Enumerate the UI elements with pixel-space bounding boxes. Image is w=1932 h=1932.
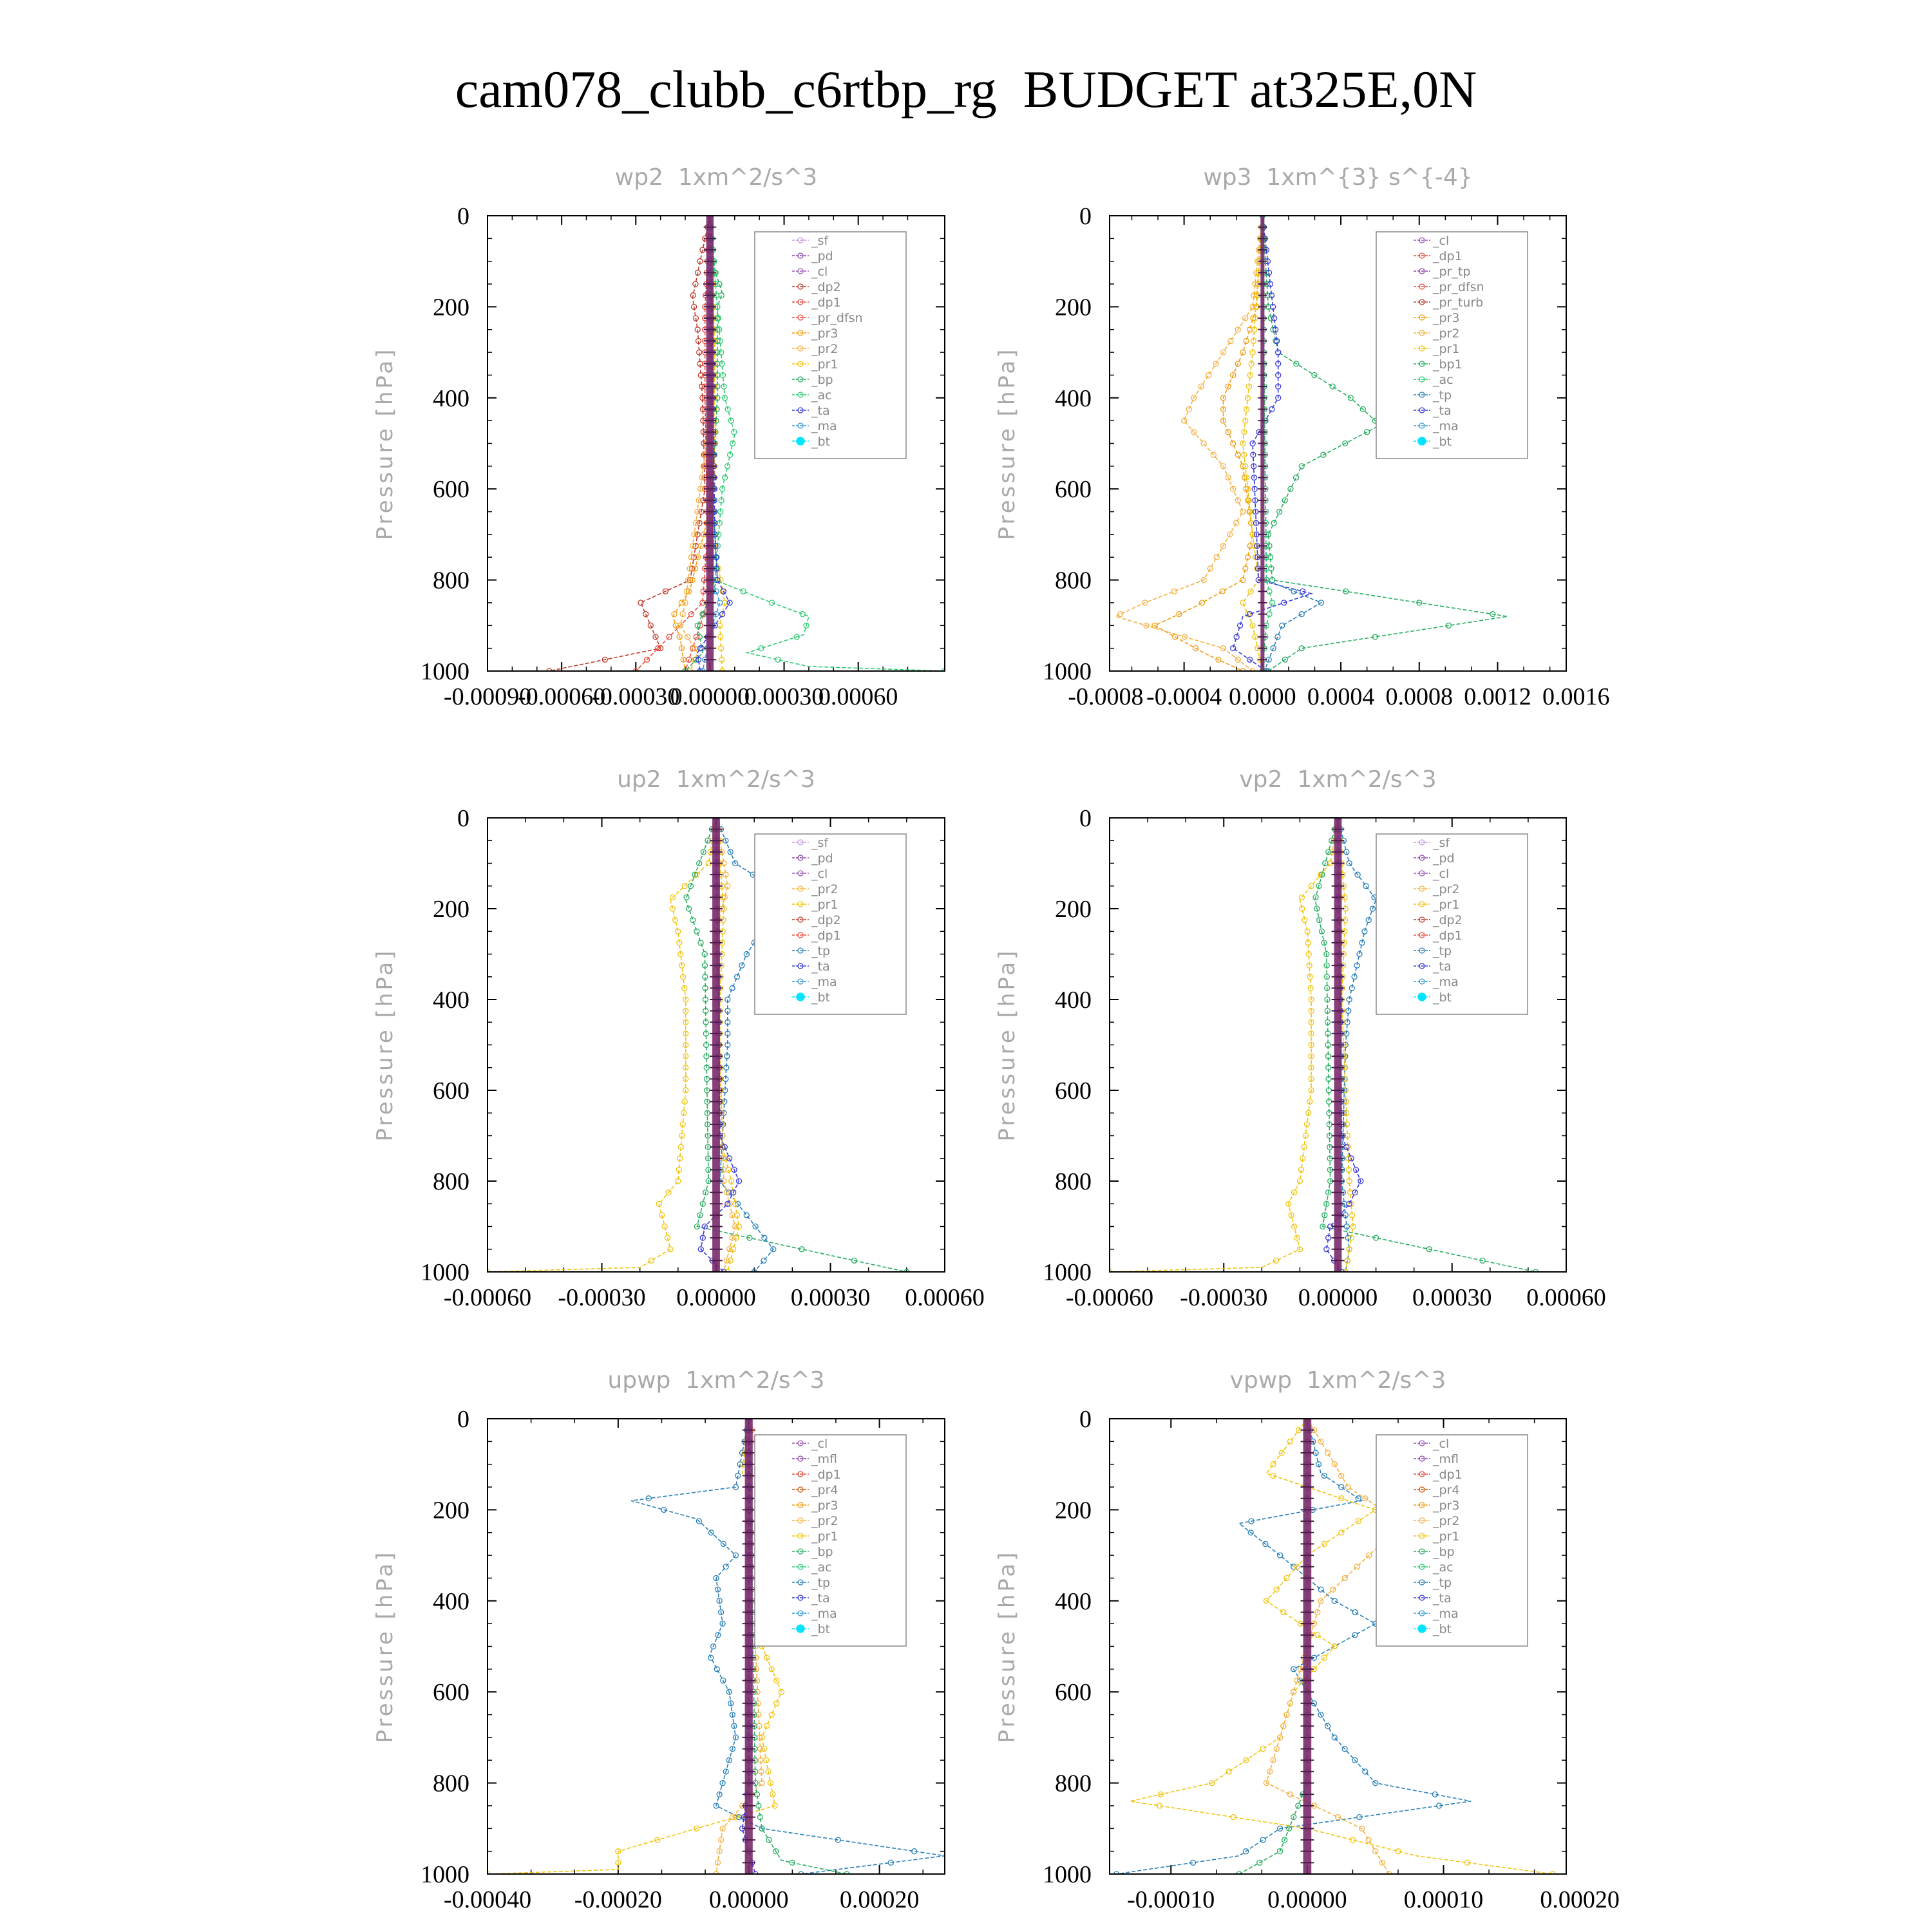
series-marker [735, 974, 740, 980]
x-tick-label: 0.00060 [905, 1284, 985, 1311]
series-marker [741, 589, 746, 594]
series-marker [1299, 464, 1304, 469]
y-tick-label: 200 [433, 1497, 469, 1524]
series-marker [1260, 1747, 1265, 1752]
series-marker [1354, 1564, 1359, 1569]
series-line [549, 216, 710, 671]
series-marker [1345, 1484, 1350, 1490]
y-tick-label: 0 [1079, 203, 1092, 230]
series-marker [1206, 373, 1211, 378]
legend-entry: _pr_dfsn [811, 311, 863, 325]
series-marker [694, 929, 699, 934]
x-tick-label: 0.0008 [1385, 683, 1454, 710]
y-tick-label: 0 [457, 805, 469, 832]
series-marker [698, 940, 703, 945]
x-tick-label: -0.00040 [443, 1886, 532, 1913]
legend [1376, 232, 1528, 459]
series-marker [1362, 929, 1367, 934]
panel-title: wp3 1xm^{3} s^{-4} [1203, 164, 1473, 191]
series-line [1262, 216, 1321, 671]
series-marker [774, 1701, 779, 1706]
y-tick-label: 1000 [1043, 1861, 1092, 1888]
y-tick-label: 1000 [421, 1861, 469, 1888]
legend-entry: _ta [1433, 404, 1452, 418]
x-tick-label: -0.00030 [558, 1284, 646, 1311]
series-marker [1363, 884, 1368, 889]
series-marker [1287, 1439, 1293, 1444]
legend-entry: _pr3 [811, 1499, 838, 1513]
legend-entry: _cl [1433, 867, 1450, 881]
y-tick-label: 800 [433, 567, 469, 594]
legend-entry: _pd [811, 249, 833, 263]
y-tick-label: 0 [1079, 1406, 1092, 1433]
series-marker [1269, 407, 1274, 412]
panel-title: vpwp 1xm^2/s^3 [1229, 1367, 1446, 1394]
legend-entry: _dp1 [1433, 249, 1463, 263]
series-marker [769, 1712, 774, 1718]
series-marker [1220, 589, 1225, 594]
y-tick-label: 800 [433, 1770, 469, 1797]
legend-entry: _cl [1433, 234, 1450, 248]
legend-entry: _dp1 [811, 296, 841, 310]
y-tick-label: 800 [433, 1168, 469, 1195]
legend-entry: _pr3 [1433, 1499, 1460, 1513]
x-tick-label: -0.00010 [1127, 1886, 1215, 1913]
x-tick-label: 0.00000 [1298, 1284, 1378, 1311]
legend-marker [1418, 993, 1426, 1001]
y-tick-label: 400 [433, 987, 469, 1014]
legend-entry: _bt [811, 435, 831, 449]
y-tick-label: 600 [1055, 476, 1092, 504]
legend-entry: _dp1 [811, 929, 841, 943]
legend-entry: _mfl [811, 1452, 837, 1466]
legend-entry: _ac [811, 388, 832, 402]
x-tick-label: 0.00060 [818, 683, 898, 710]
series-marker [1234, 634, 1239, 639]
panel-title: up2 1xm^2/s^3 [617, 766, 815, 793]
y-tick-label: 400 [433, 384, 469, 412]
x-tick-label: -0.00060 [443, 1284, 532, 1311]
legend-entry: _pr_tp [1433, 265, 1471, 279]
legend-marker [797, 1625, 804, 1633]
legend-entry: _bt [811, 990, 831, 1005]
legend-entry: _ac [811, 1560, 832, 1575]
legend-entry: _pr1 [1433, 342, 1460, 356]
x-tick-label: -0.00060 [1065, 1284, 1154, 1311]
y-tick-label: 0 [1079, 805, 1092, 832]
series-marker [1201, 441, 1206, 446]
series-marker [1200, 600, 1205, 605]
x-tick-label: 0.00000 [670, 683, 750, 710]
series-marker [1182, 418, 1187, 423]
legend-marker [797, 993, 804, 1001]
legend-entry: _ma [1433, 419, 1459, 433]
legend-entry: _cl [811, 867, 828, 881]
legend-entry: _ta [811, 960, 830, 974]
legend-marker [797, 437, 804, 445]
series-marker [1228, 338, 1233, 343]
series-marker [649, 1258, 654, 1263]
series-marker [1240, 600, 1245, 605]
legend-entry: _dp1 [1433, 1468, 1463, 1482]
x-tick-label: 0.0016 [1542, 683, 1610, 710]
series-marker [1352, 1610, 1358, 1615]
x-tick-label: 0.0004 [1307, 683, 1375, 710]
legend-entry: _dp1 [1433, 929, 1463, 943]
series-marker [1342, 1575, 1347, 1580]
legend-entry: _pr1 [1433, 1530, 1460, 1544]
legend-marker [1418, 437, 1426, 445]
series-line [1233, 216, 1312, 671]
series-marker [1325, 1450, 1331, 1455]
series-marker [1366, 1837, 1371, 1842]
x-tick-label: 0.00010 [1403, 1886, 1484, 1913]
x-tick-label: 0.00030 [1412, 1284, 1492, 1311]
x-tick-label: 0.00000 [708, 1886, 789, 1913]
series-marker [1339, 1530, 1344, 1535]
series-marker [1339, 1484, 1344, 1490]
x-tick-label: -0.00030 [592, 683, 680, 710]
series-marker [687, 906, 692, 911]
legend-entry: _ta [1433, 960, 1452, 974]
legend-entry: _dp2 [811, 280, 841, 294]
series-marker [761, 1258, 766, 1263]
x-tick-label: 0.00060 [1526, 1284, 1606, 1311]
y-tick-label: 400 [433, 1587, 469, 1615]
legend-entry: _bp [1433, 1545, 1455, 1559]
series-marker [1274, 1258, 1279, 1263]
legend-entry: _tp [811, 944, 831, 958]
y-axis-label: Pressure [hPa] [994, 948, 1020, 1142]
x-tick-label: 0.00000 [1267, 1886, 1347, 1913]
legend [755, 1435, 906, 1646]
x-tick-label: 0.0012 [1464, 683, 1531, 710]
legend-entry: _pr2 [1433, 327, 1460, 341]
chart-panel-5 [372, 1367, 945, 1913]
legend-entry: _pr2 [811, 342, 838, 356]
series-marker [1336, 1815, 1341, 1820]
x-tick-label: 0.00000 [676, 1284, 756, 1311]
legend-entry: _pd [811, 851, 833, 866]
series-line [1239, 1419, 1307, 1874]
y-tick-label: 600 [433, 476, 469, 504]
x-tick-label: -0.00030 [1180, 1284, 1268, 1311]
chart-panel-6 [994, 1367, 1620, 1913]
x-tick-label: 0.00020 [1540, 1886, 1620, 1913]
series-marker [800, 612, 805, 617]
y-tick-label: 400 [1055, 384, 1092, 412]
series-line [1155, 216, 1262, 671]
legend-entry: _ac [1433, 373, 1454, 387]
page-title: cam078_clubb_c6rtbp_rg BUDGET at325E,0N [455, 60, 1477, 118]
legend-entry: _pr4 [811, 1483, 838, 1497]
series-marker [1318, 1587, 1323, 1592]
x-tick-label: -0.0008 [1068, 683, 1144, 710]
y-axis-label: Pressure [hPa] [994, 1549, 1020, 1743]
series-marker [1297, 1179, 1302, 1184]
x-tick-label: 0.00030 [744, 683, 824, 710]
y-tick-label: 600 [1055, 1679, 1092, 1707]
y-tick-label: 1000 [421, 658, 469, 685]
series-marker [714, 1667, 719, 1672]
series-marker [1214, 554, 1219, 560]
series-marker [1281, 1610, 1286, 1615]
y-tick-label: 800 [1055, 567, 1092, 594]
series-line [1110, 818, 1338, 1272]
series-marker [762, 1235, 767, 1240]
y-tick-label: 1000 [1043, 1259, 1092, 1286]
legend-entry: _sf [811, 234, 829, 248]
legend-entry: _ma [1433, 1607, 1459, 1621]
series-line [636, 216, 710, 671]
legend [755, 232, 906, 459]
series-marker [1271, 1462, 1276, 1467]
series-marker [1235, 452, 1240, 457]
legend-entry: _pr2 [811, 882, 838, 896]
legend-entry: _pd [1433, 851, 1455, 866]
y-tick-label: 200 [1055, 294, 1092, 321]
legend [1376, 834, 1528, 1014]
y-tick-label: 400 [1055, 1587, 1092, 1615]
legend-marker [1418, 1625, 1426, 1633]
legend-entry: _pr4 [1433, 1483, 1460, 1497]
y-axis-label: Pressure [hPa] [372, 346, 398, 540]
legend-entry: _bt [1433, 435, 1452, 449]
series-marker [1315, 1633, 1320, 1638]
x-tick-label: -0.00020 [574, 1886, 662, 1913]
series-marker [1332, 1598, 1337, 1604]
legend-entry: _pr2 [811, 1514, 838, 1528]
series-marker [744, 1213, 749, 1218]
series-marker [1294, 475, 1299, 480]
series-marker [1231, 441, 1236, 446]
series-marker [1231, 646, 1236, 651]
series-marker [1234, 520, 1239, 526]
x-tick-label: -0.00090 [443, 683, 532, 710]
legend-entry: _cl [811, 265, 828, 279]
legend-entry: _mfl [1433, 1452, 1459, 1466]
y-tick-label: 1000 [1043, 658, 1092, 685]
y-tick-label: 800 [1055, 1168, 1092, 1195]
series-marker [1330, 384, 1335, 389]
legend-entry: _bt [1433, 1622, 1452, 1636]
legend-entry: _tp [1433, 388, 1452, 402]
panel-title: vp2 1xm^2/s^3 [1239, 766, 1437, 793]
legend-entry: _ta [811, 1591, 830, 1605]
legend-entry: _bt [811, 1622, 831, 1636]
chart-panel-1 [372, 164, 947, 710]
legend-entry: _dp1 [811, 1468, 841, 1482]
y-tick-label: 600 [1055, 1077, 1092, 1104]
series-marker [1363, 1769, 1368, 1774]
legend-entry: _cl [811, 1437, 828, 1451]
legend-entry: _pr2 [1433, 882, 1460, 896]
y-axis-label: Pressure [hPa] [994, 346, 1020, 540]
y-tick-label: 200 [1055, 896, 1092, 923]
y-tick-label: 200 [433, 294, 469, 321]
y-tick-label: 200 [433, 896, 469, 923]
legend [755, 834, 906, 1014]
legend-entry: _pr3 [1433, 311, 1460, 325]
x-tick-label: -0.0004 [1146, 683, 1222, 710]
series-marker [1280, 623, 1285, 628]
chart-panel-2 [994, 164, 1609, 710]
legend-entry: _sf [811, 836, 829, 850]
series-marker [1240, 509, 1245, 515]
series-marker [1260, 1837, 1265, 1842]
y-tick-label: 0 [457, 203, 469, 230]
y-tick-label: 600 [433, 1679, 469, 1707]
legend-entry: _ma [1433, 975, 1459, 989]
legend-entry: _pr_turb [1433, 296, 1484, 310]
legend-entry: _dp2 [811, 913, 841, 927]
legend [1376, 1435, 1528, 1646]
y-tick-label: 400 [1055, 987, 1092, 1014]
series-marker [690, 918, 696, 923]
legend-entry: _pr2 [1433, 1514, 1460, 1528]
series-marker [723, 1564, 728, 1569]
legend-entry: _tp [1433, 1576, 1452, 1590]
y-tick-label: 600 [433, 1077, 469, 1104]
series-marker [759, 646, 764, 651]
y-axis-label: Pressure [hPa] [372, 1549, 398, 1743]
legend-entry: _sf [1433, 836, 1450, 850]
panel-title: upwp 1xm^2/s^3 [607, 1367, 825, 1394]
legend-entry: _bp1 [1433, 357, 1463, 372]
legend-entry: _dp2 [1433, 913, 1463, 927]
y-tick-label: 200 [1055, 1497, 1092, 1524]
panel-title: wp2 1xm^2/s^3 [614, 164, 818, 191]
x-tick-label: 0.00030 [790, 1284, 871, 1311]
legend-entry: _pr1 [811, 357, 838, 372]
legend-entry: _ta [811, 404, 830, 418]
series-marker [1171, 589, 1177, 594]
legend-entry: _tp [811, 1576, 831, 1590]
series-marker [638, 600, 643, 605]
legend-entry: _cl [1433, 1437, 1450, 1451]
y-tick-label: 800 [1055, 1770, 1092, 1797]
legend-entry: _bt [1433, 990, 1452, 1005]
x-tick-label: 0.00020 [839, 1886, 920, 1913]
legend-entry: _bp [811, 1545, 833, 1559]
x-tick-label: -0.00060 [518, 683, 606, 710]
series-marker [1118, 612, 1123, 617]
legend-entry: _pr_dfsn [1433, 280, 1484, 294]
series-marker [1287, 1792, 1293, 1797]
y-tick-label: 1000 [421, 1259, 469, 1286]
chart-panel-4 [994, 766, 1606, 1311]
series-marker [730, 985, 735, 990]
legend-entry: _ac [1433, 1560, 1454, 1575]
y-axis-label: Pressure [hPa] [372, 948, 398, 1142]
series-marker [717, 600, 723, 605]
legend-entry: _bp [811, 373, 833, 387]
legend-entry: _pr1 [811, 1530, 838, 1544]
y-tick-label: 0 [457, 1406, 469, 1433]
series-marker [1226, 1769, 1231, 1774]
legend-entry: _pr1 [1433, 898, 1460, 912]
legend-entry: _pr3 [811, 327, 838, 341]
legend-entry: _ma [811, 1607, 837, 1621]
legend-entry: _pr1 [811, 898, 838, 912]
chart-panel-3 [372, 766, 985, 1311]
x-tick-label: 0.0000 [1229, 683, 1296, 710]
legend-entry: _tp [1433, 944, 1452, 958]
series-marker [1240, 350, 1245, 355]
legend-entry: _ta [1433, 1591, 1452, 1605]
legend-entry: _ma [811, 419, 837, 433]
series-marker [1332, 1735, 1337, 1740]
legend-entry: _ma [811, 975, 837, 989]
